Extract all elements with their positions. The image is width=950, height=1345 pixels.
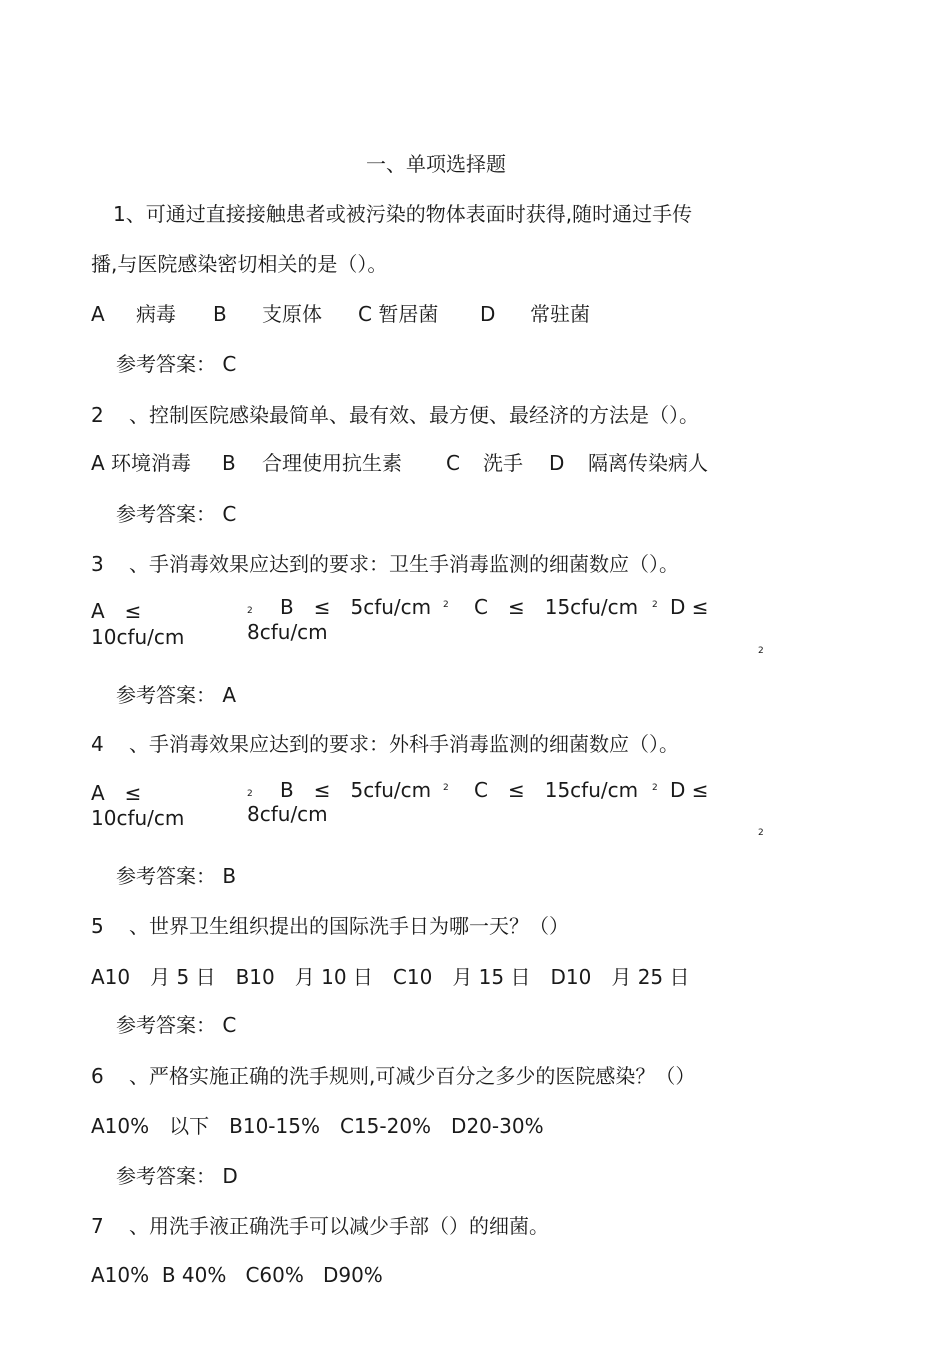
question-3-option-c: C ≤ 15cfu/cm [474, 595, 639, 619]
question-4-option-a-value: 10cfu/cm [91, 806, 185, 830]
option-text: 合理使用抗生素 [262, 451, 402, 475]
option-label: B [222, 451, 236, 475]
superscript: 2 [758, 646, 764, 656]
option-text: 隔离传染病人 [588, 451, 708, 475]
question-5-options: A10 月 5 日 B10 月 10 日 C10 月 15 日 D10 月 25 日 [91, 965, 690, 989]
question-3-option-a: A ≤ [91, 599, 142, 623]
option-label: A [91, 302, 105, 326]
question-2-stem: 、控制医院感染最简单、最有效、最方便、最经济的方法是（）。 [129, 403, 699, 427]
question-6-answer: 参考答案： D [116, 1164, 238, 1188]
superscript: 2 [758, 828, 764, 838]
question-7-options: A10% B 40% C60% D90% [91, 1263, 383, 1287]
question-5-stem: 、世界卫生组织提出的国际洗手日为哪一天？（） [129, 914, 569, 938]
superscript: 2 [247, 789, 253, 799]
question-5-number: 5 [91, 914, 104, 938]
question-1-line-2: 播,与医院感染密切相关的是（）。 [91, 252, 388, 276]
option-text: 洗手 [483, 451, 523, 475]
superscript: 2 [652, 600, 658, 610]
question-7-stem: 、用洗手液正确洗手可以减少手部（）的细菌。 [129, 1214, 549, 1238]
question-2-answer: 参考答案： C [116, 502, 237, 526]
option-label: C [446, 451, 460, 475]
question-1-line-1: 1、可通过直接接触患者或被污染的物体表面时获得,随时通过手传 [113, 202, 693, 226]
question-3-number: 3 [91, 552, 104, 576]
question-6-stem: 、严格实施正确的洗手规则,可减少百分之多少的医院感染？（） [129, 1064, 696, 1088]
superscript: 2 [652, 783, 658, 793]
option-text: C 暂居菌 [358, 302, 439, 326]
question-4-answer: 参考答案： B [116, 864, 237, 888]
section-title: 一、单项选择题 [366, 152, 506, 176]
option-text: A 环境消毒 [91, 451, 192, 475]
question-2-number: 2 [91, 403, 104, 427]
question-3-option-a-value: 10cfu/cm [91, 625, 185, 649]
question-4-stem: 、手消毒效果应达到的要求：外科手消毒监测的细菌数应（）。 [129, 732, 679, 756]
question-6-options: A10% 以下 B10-15% C15-20% D20-30% [91, 1114, 544, 1138]
question-4-option-a: A ≤ [91, 781, 142, 805]
question-5-answer: 参考答案： C [116, 1013, 237, 1037]
option-text: 病毒 [136, 302, 176, 326]
question-4-number: 4 [91, 732, 104, 756]
question-4-option-b: B ≤ 5cfu/cm [280, 778, 432, 802]
question-3-option-b: B ≤ 5cfu/cm [280, 595, 432, 619]
question-6-number: 6 [91, 1064, 104, 1088]
question-3-option-d-value: 8cfu/cm [247, 620, 328, 644]
option-label: D [480, 302, 496, 326]
superscript: 2 [247, 606, 253, 616]
option-label: B [213, 302, 227, 326]
question-3-stem: 、手消毒效果应达到的要求：卫生手消毒监测的细菌数应（）。 [129, 552, 679, 576]
question-4-option-d: D ≤ [670, 778, 709, 802]
question-3-option-d: D ≤ [670, 595, 709, 619]
option-text: 支原体 [262, 302, 322, 326]
question-3-answer: 参考答案： A [116, 683, 237, 707]
question-4-option-c: C ≤ 15cfu/cm [474, 778, 639, 802]
question-1-answer: 参考答案： C [116, 352, 237, 376]
option-label: D [549, 451, 565, 475]
question-7-number: 7 [91, 1214, 104, 1238]
option-text: 常驻菌 [530, 302, 590, 326]
superscript: 2 [443, 600, 449, 610]
superscript: 2 [443, 783, 449, 793]
question-4-option-d-value: 8cfu/cm [247, 802, 328, 826]
